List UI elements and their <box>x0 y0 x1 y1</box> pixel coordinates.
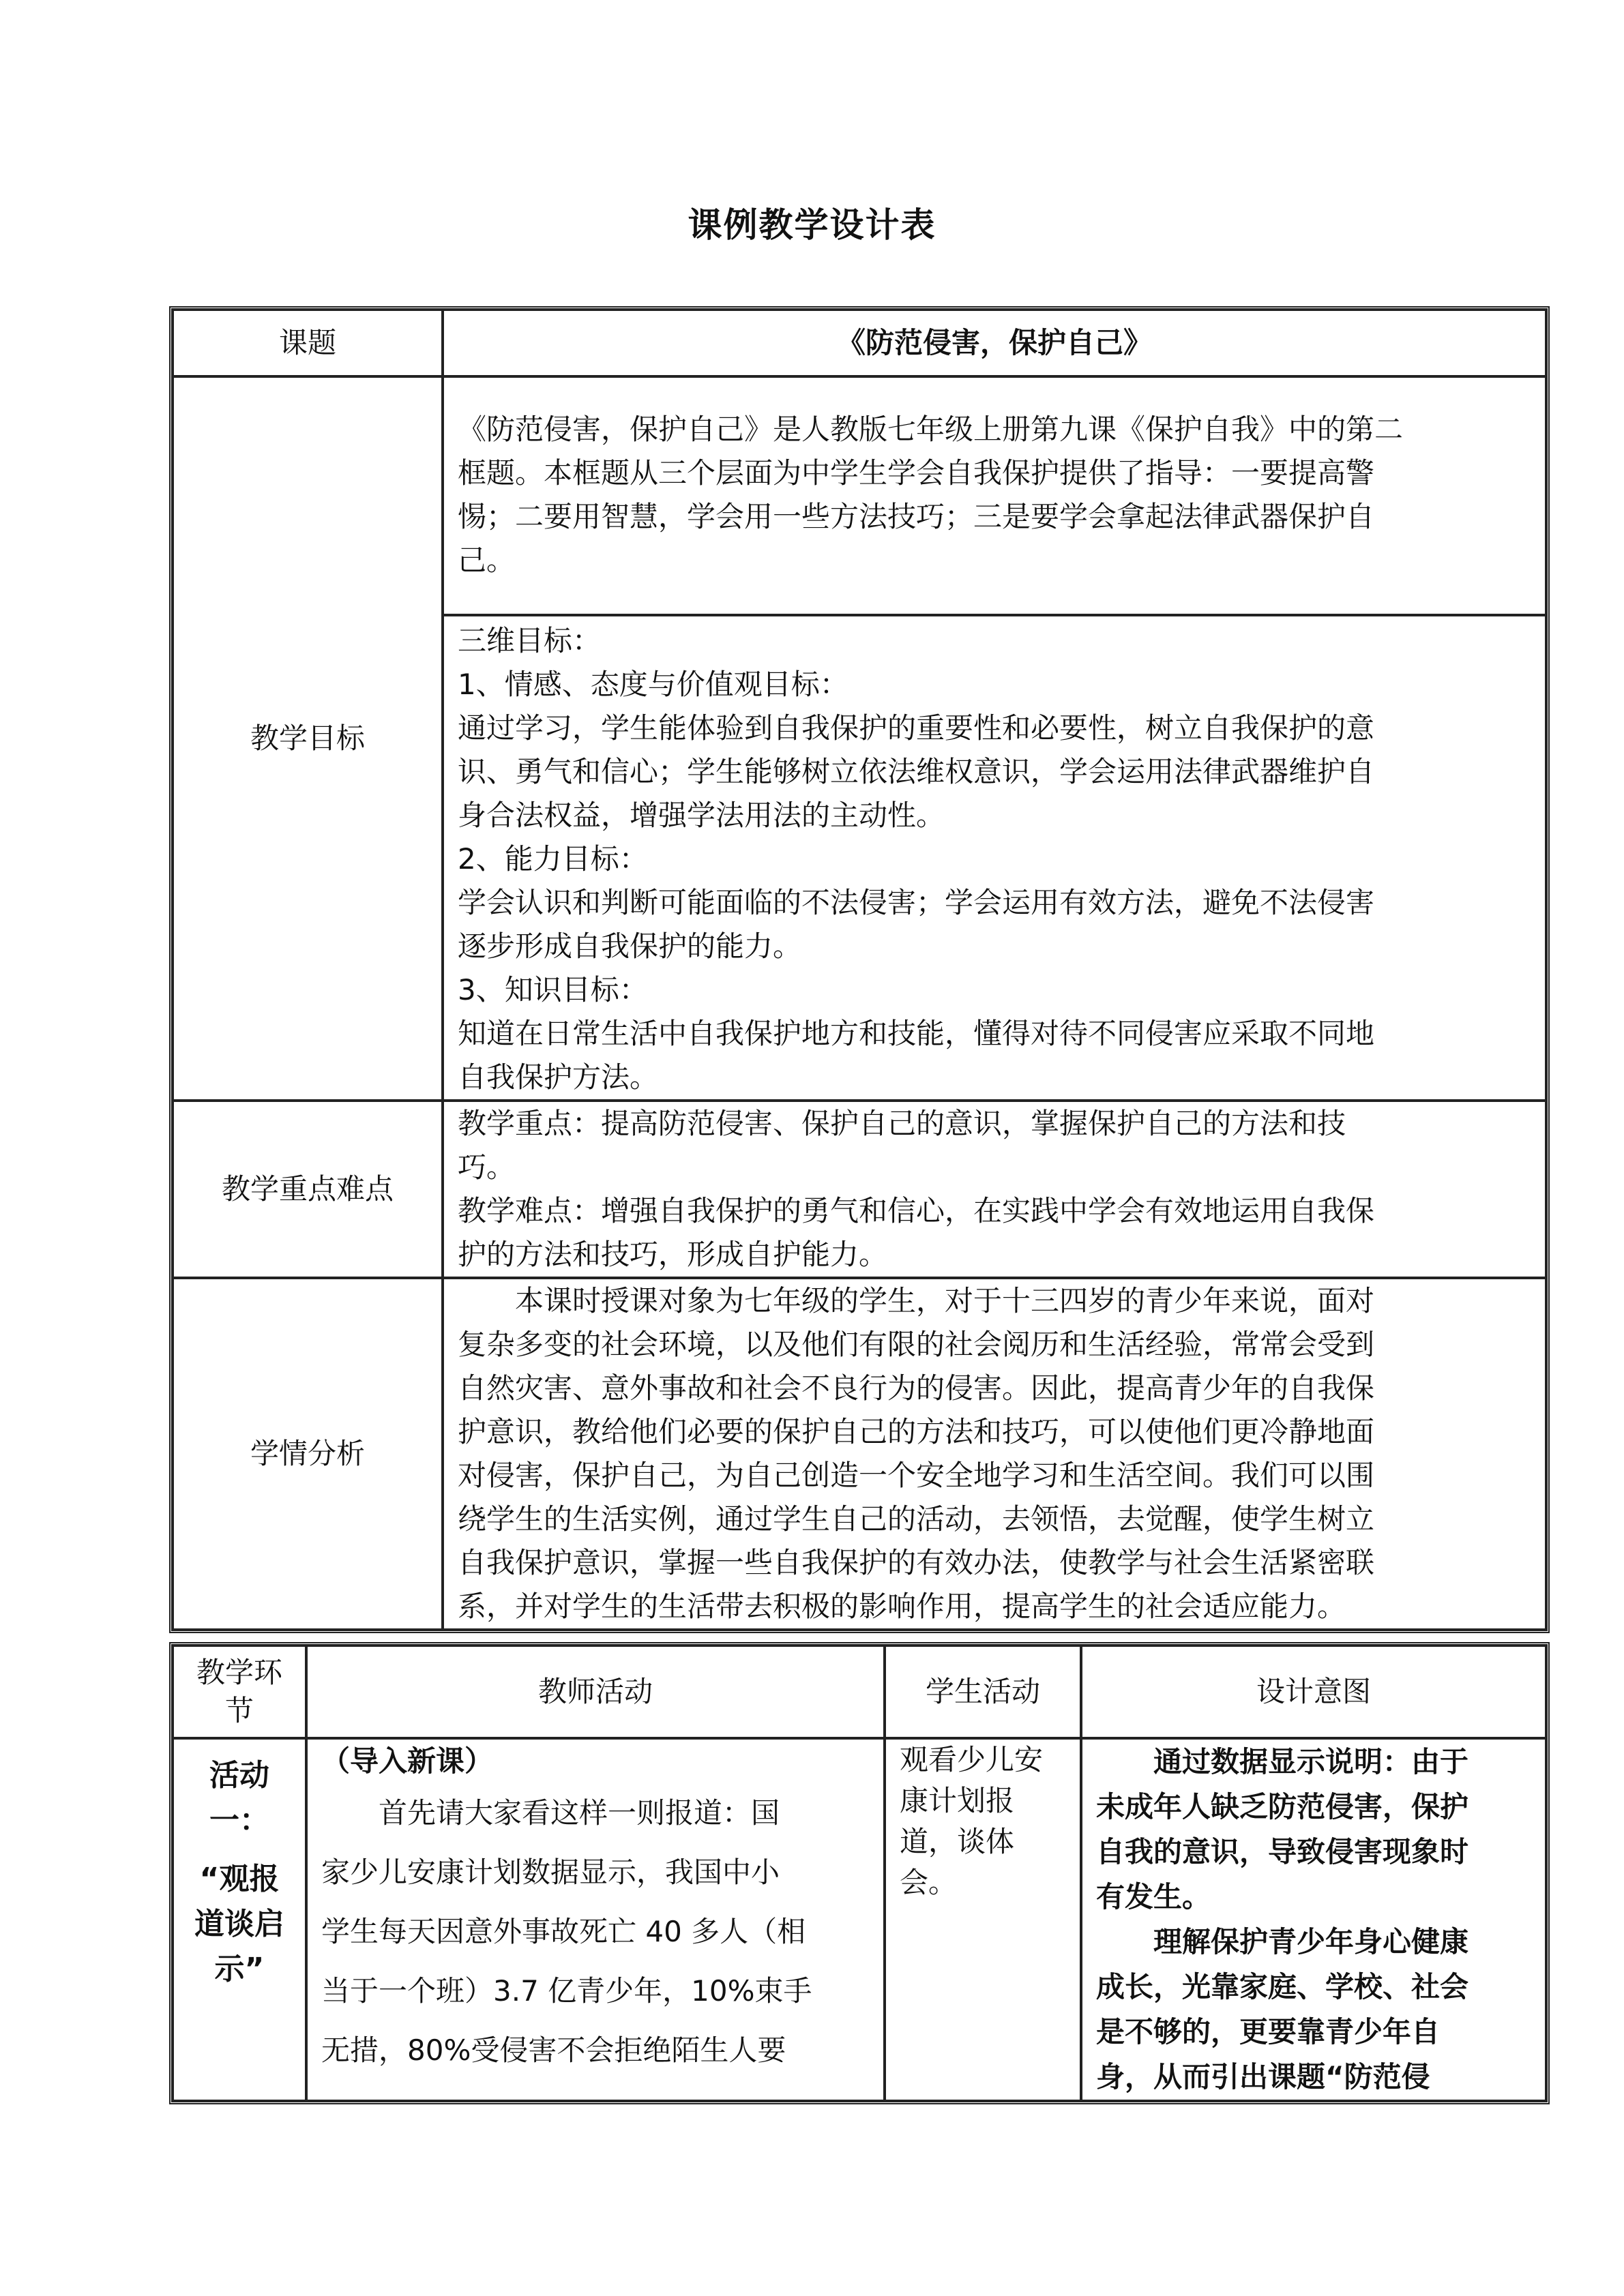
teacher-line: 当于一个班）3.7 亿青少年，10%束手 <box>321 1974 812 2008</box>
design-line: 身，从而引出课题“防范侵 <box>1096 2060 1430 2093</box>
objectives-intro <box>443 376 1546 615</box>
key-point-line: 教学重点：提高防范侵害、保护自己的意识，掌握保护自己的方法和技 <box>458 1107 1346 1140</box>
header-stage-line: 教学环 <box>196 1656 282 1689</box>
activity-one-teacher <box>306 1738 885 2101</box>
stage-line: 活动 <box>209 1758 269 1793</box>
activity-one-name <box>179 1753 299 1992</box>
key-points-label: 教学重点难点 <box>173 1101 443 1278</box>
teaching-activity-table <box>169 1642 1550 2104</box>
stage-line: 一： <box>209 1803 269 1838</box>
goal-line: 知道在日常生活中自我保护地方和技能，懂得对待不同侵害应采取不同地 <box>458 1017 1375 1050</box>
analysis-line: 护意识，教给他们必要的保护自己的方法和技巧，可以使他们更冷静地面 <box>458 1415 1375 1448</box>
goal-line: 1、情感、态度与价值观目标： <box>458 668 848 701</box>
activity-one-stage <box>173 1738 306 2101</box>
analysis-line: 本课时授课对象为七年级的学生，对于十三四岁的青少年来说，面对 <box>515 1284 1375 1317</box>
objectives-label: 教学目标 <box>173 376 443 1101</box>
goal-line: 2、能力目标： <box>458 842 648 876</box>
student-line: 观看少儿安 <box>900 1743 1044 1776</box>
teacher-line: 首先请大家看这样一则报道：国 <box>379 1796 780 1830</box>
header-design-intent: 设计意图 <box>1081 1645 1546 1738</box>
design-line: 理解保护青少年身心健康 <box>1153 1925 1469 1958</box>
design-line: 自我的意识，导致侵害现象时 <box>1096 1835 1469 1868</box>
teacher-line: 无措，80%受侵害不会拒绝陌生人要 <box>321 2033 786 2067</box>
topic-value: 《防范侵害，保护自己》 <box>443 310 1546 376</box>
teacher-line: 家少儿安康计划数据显示，我国中小 <box>321 1855 780 1889</box>
header-stage <box>173 1645 306 1738</box>
page-title: 课例教学设计表 <box>688 205 936 245</box>
header-stage-line: 节 <box>224 1694 254 1727</box>
design-line: 通过数据显示说明：由于 <box>1153 1745 1469 1778</box>
goal-line: 三维目标： <box>458 624 602 657</box>
learner-analysis-text <box>443 1278 1546 1630</box>
stage-line: “观报 <box>199 1862 280 1896</box>
stage-line: 示” <box>214 1952 265 1986</box>
design-line: 有发生。 <box>1096 1880 1211 1913</box>
intro-line: 己。 <box>458 543 516 577</box>
analysis-line: 自我保护意识，掌握一些自我保护的有效办法，使教学与社会生活紧密联 <box>458 1546 1375 1579</box>
goal-line: 身合法权益，增强学法用法的主动性。 <box>458 799 945 832</box>
header-teacher-activity: 教师活动 <box>306 1645 885 1738</box>
intro-line: 《防范侵害，保护自己》是人教版七年级上册第九课《保护自我》中的第二 <box>458 413 1404 446</box>
goal-line: 自我保护方法。 <box>458 1060 659 1094</box>
objectives-goals <box>443 615 1546 1101</box>
analysis-line: 绕学生的生活实例，通过学生自己的活动，去领悟，去觉醒，使学生树立 <box>458 1502 1375 1536</box>
design-line: 是不够的，更要靠青少年自 <box>1096 2015 1441 2048</box>
intro-line: 惕；二要用智慧，学会用一些方法技巧；三是要学会拿起法律武器保护自 <box>458 500 1375 533</box>
key-points-text <box>443 1101 1546 1278</box>
goal-line: 3、知识目标： <box>458 973 648 1007</box>
design-body <box>1096 1740 1531 2100</box>
learner-analysis-label: 学情分析 <box>173 1278 443 1630</box>
key-point-line: 巧。 <box>458 1150 516 1184</box>
goal-line: 识、勇气和信心；学生能够树立依法维权意识，学会运用法律武器维护自 <box>458 755 1375 788</box>
header-student-activity: 学生活动 <box>885 1645 1081 1738</box>
key-point-line: 护的方法和技巧，形成自护能力。 <box>458 1238 888 1271</box>
design-line: 成长，光靠家庭、学校、社会 <box>1096 1970 1469 2003</box>
key-point-line: 教学难点：增强自我保护的勇气和信心，在实践中学会有效地运用自我保 <box>458 1194 1375 1227</box>
teacher-heading: （导入新课） <box>321 1744 494 1778</box>
analysis-line: 对侵害，保护自己，为自己创造一个安全地学习和生活空间。我们可以围 <box>458 1459 1375 1492</box>
activity-one-student <box>885 1738 1081 2101</box>
goal-line: 逐步形成自我保护的能力。 <box>458 929 802 963</box>
teacher-body <box>321 1783 870 2080</box>
topic-label: 课题 <box>173 310 443 376</box>
analysis-line: 自然灾害、意外事故和社会不良行为的侵害。因此，提高青少年的自我保 <box>458 1371 1375 1405</box>
intro-line: 框题。本框题从三个层面为中学生学会自我保护提供了指导：一要提高警 <box>458 456 1375 490</box>
goal-line: 学会认识和判断可能面临的不法侵害；学会运用有效方法，避免不法侵害 <box>458 886 1375 919</box>
student-line: 道，谈体 <box>900 1825 1015 1858</box>
teacher-line: 学生每天因意外事故死亡 40 多人（相 <box>321 1915 806 1948</box>
stage-line: 道谈启 <box>194 1907 284 1941</box>
goal-line: 通过学习，学生能体验到自我保护的重要性和必要性，树立自我保护的意 <box>458 711 1375 745</box>
lesson-info-table <box>169 306 1550 1633</box>
analysis-line: 系，并对学生的生活带去积极的影响作用，提高学生的社会适应能力。 <box>458 1590 1346 1623</box>
student-line: 会。 <box>900 1866 958 1899</box>
student-line: 康计划报 <box>900 1784 1015 1817</box>
activity-one-design <box>1081 1738 1546 2101</box>
design-line: 未成年人缺乏防范侵害，保护 <box>1096 1790 1469 1823</box>
analysis-line: 复杂多变的社会环境，以及他们有限的社会阅历和生活经验，常常会受到 <box>458 1328 1375 1361</box>
